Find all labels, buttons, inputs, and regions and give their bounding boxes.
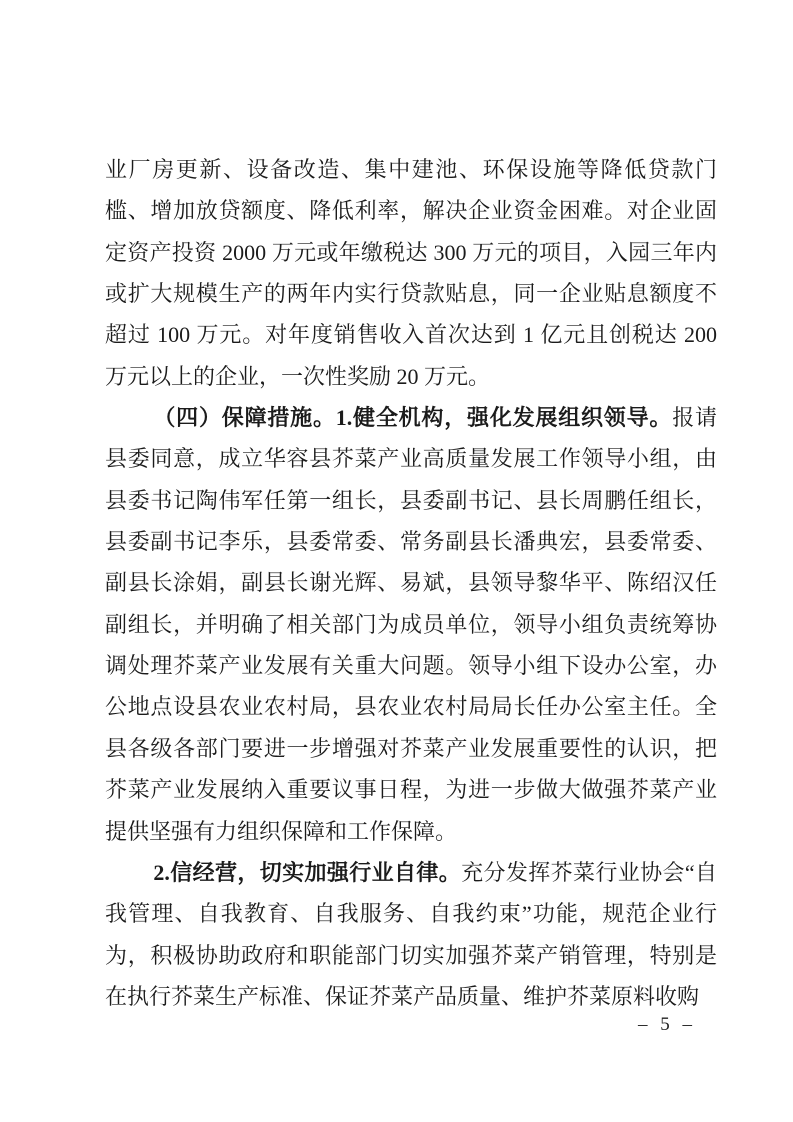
paragraph	[105, 149, 717, 397]
paragraph-bold-lead: 2.信经营，切实加强行业自律。	[153, 859, 462, 885]
paragraph-bold-lead: （四）保障措施。1.健全机构，强化发展组织领导。	[153, 405, 673, 431]
paragraph	[105, 852, 717, 1017]
paragraph-text: 业厂房更新、设备改造、集中建池、环保设施等降低贷款门槛、增加放贷额度、降低利率，解决企业资金困难。对企业固定资产投资 2000 万元或年缴税达 300 万元的项目，入园三年内或扩大规模生产的两年内实行贷款贴息，同一企业贴息额度不超过 100 万元。对年度销售收入首次达到 1 亿元且创税达 200 万元以上的企业，一次性奖励 20 万元。	[105, 157, 717, 389]
paragraph-text: 报请县委同意，成立华容县芥菜产业高质量发展工作领导小组，由县委书记陶伟军任第一组长，县委副书记、县长周鹏任组长，县委副书记李乐，县委常委、常务副县长潘典宏，县委常委、副县长涂娟，副县长谢光辉、易斌，县领导黎华平、陈绍汉任副组长，并明确了相关部门为成员单位，领导小组负责统筹协调处理芥菜产业发展有关重大问题。领导小组下设办公室，办公地点设县农业农村局，县农业农村局局长任办公室主任。全县各级各部门要进一步增强对芥菜产业发展重要性的认识，把芥菜产业发展纳入重要议事日程，为进一步做大做强芥菜产业提供坚强有力组织保障和工作保障。	[105, 405, 717, 844]
paragraph	[105, 397, 717, 852]
paragraph-text: 充分发挥芥菜行业协会“自我管理、自我教育、自我服务、自我约束”功能，规范企业行为，积极协助政府和职能部门切实加强芥菜产销管理，特别是在执行芥菜生产标准、保证芥菜产品质量、维护芥菜原料收购	[105, 859, 717, 1009]
document-body	[105, 149, 717, 1017]
page-number: – 5 –	[638, 1014, 696, 1035]
